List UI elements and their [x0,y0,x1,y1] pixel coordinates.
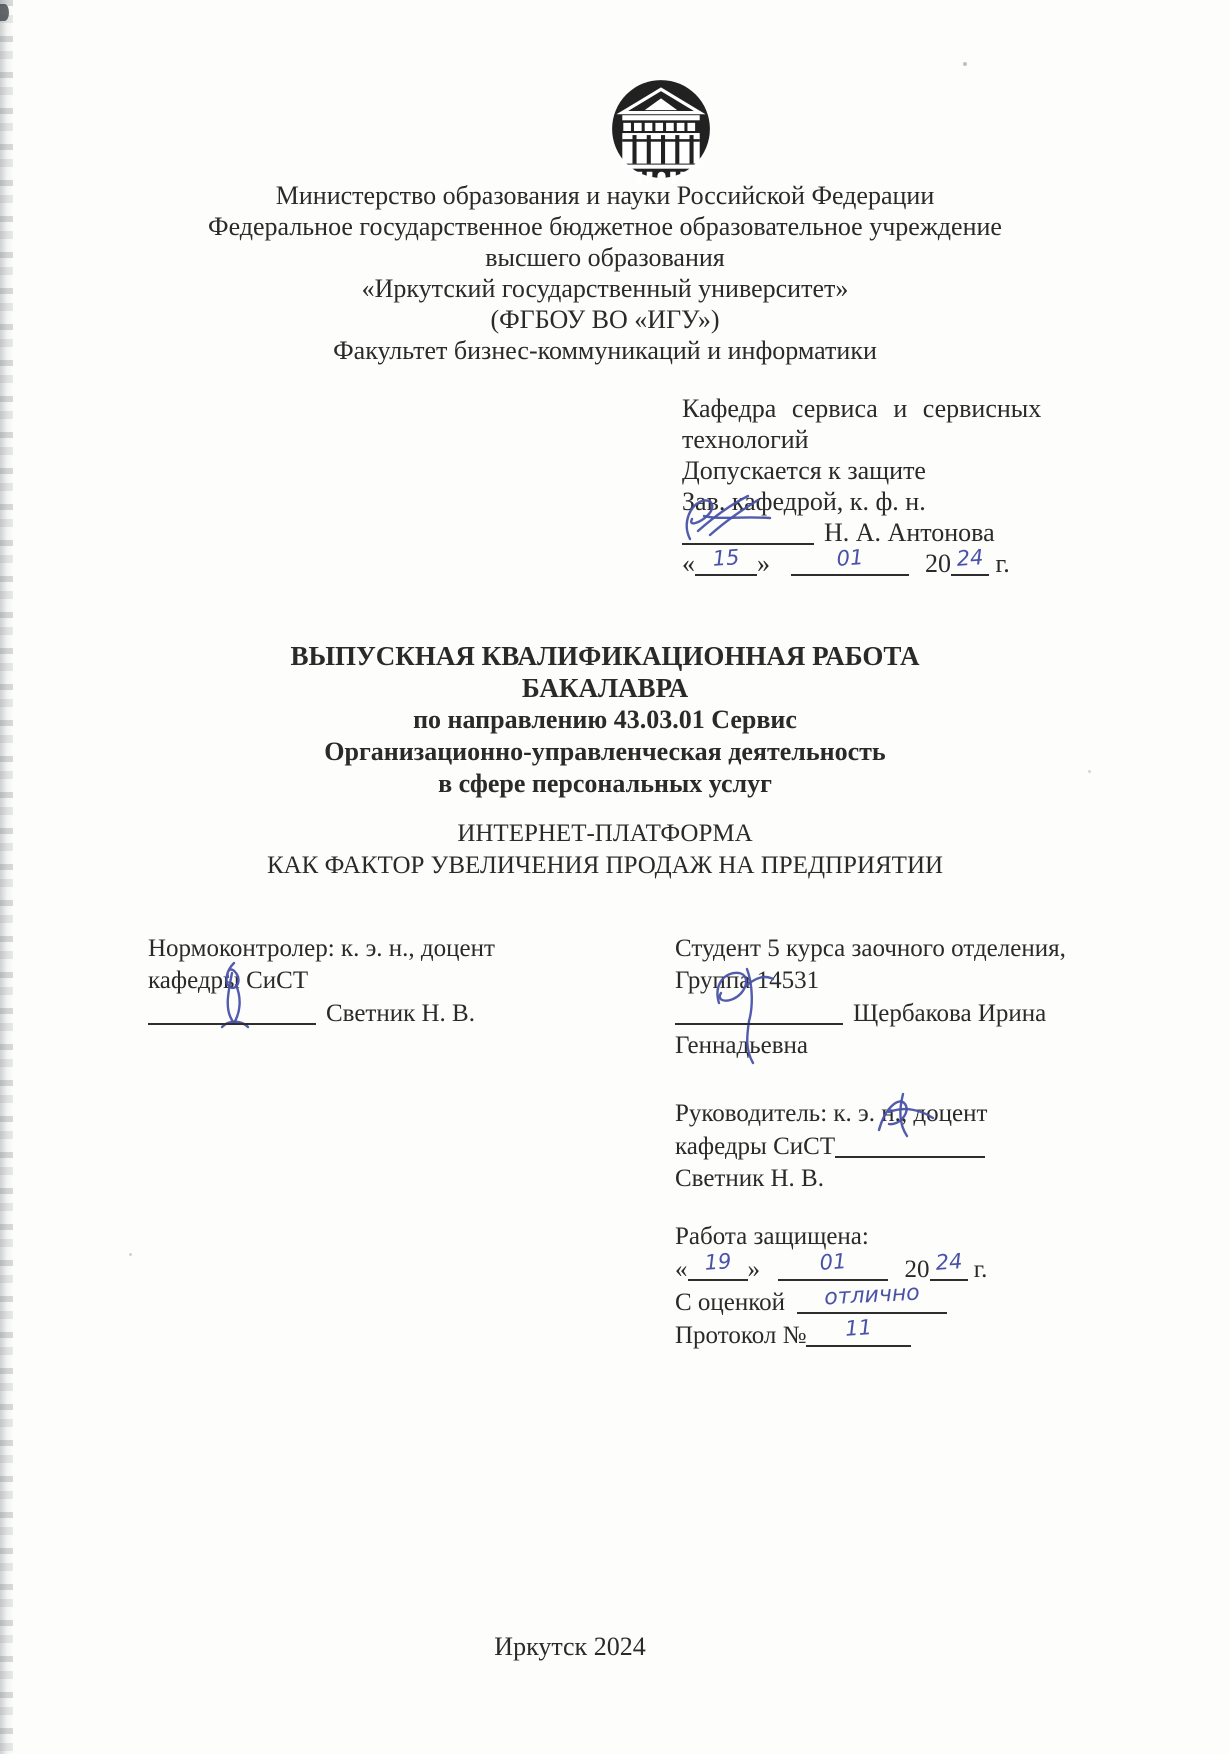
student-signature-row [675,997,1145,1030]
scan-edge-artifact [0,0,13,1754]
handwritten-day: 15 [711,545,741,571]
student-name-line-1: Щербакова Ирина [853,1000,1047,1027]
student-group-line: Группа 14531 [675,967,820,994]
work-profile-line: Организационно-управленческая деятельность [324,737,886,766]
header-line-institution: Федеральное государственное бюджетное образовательное учреждение [208,212,1002,241]
work-type-block [20,640,1190,800]
year-prefix: 20 [925,549,951,578]
work-type-line: БАКАЛАВРА [521,673,689,703]
year-suffix: г. [973,1256,988,1283]
thesis-title [20,818,1190,882]
handwritten-month: 01 [835,545,864,571]
student-name-line-2: Геннадьевна [675,1032,808,1059]
admitted-to-defense-label: Допускается к защите [682,456,926,485]
quote-open: « [682,549,695,578]
protocol-row [675,1315,1145,1352]
work-direction-line: по направлению 43.03.01 Сервис [413,705,797,734]
defense-block [675,1220,1145,1352]
thesis-title-line: ИНТЕРНЕТ-ПЛАТФОРМА [457,820,753,847]
student-block [675,933,1145,1062]
department-head-label: Зав. кафедрой, к. ф. н. [682,487,926,516]
header-line-university: «Иркутский государственный университет» [361,274,849,303]
year-prefix: 20 [904,1256,930,1283]
approval-block [682,393,1082,579]
scan-corner-mark [0,4,9,21]
department-line-1: Кафедра сервиса и сервисных [682,394,1042,423]
grade-line [797,1280,947,1314]
signature-line [148,997,316,1025]
handwritten-year: 24 [955,545,985,571]
defense-heading: Работа защищена: [675,1223,869,1250]
protocol-line [806,1315,911,1347]
normcontrol-line-2: кафедры СиСТ [148,967,309,994]
supervisor-name: Светник Н. В. [675,1165,824,1192]
day-line [695,545,757,576]
approval-date-row [682,545,1082,579]
protocol-label: Протокол № [675,1322,807,1349]
handwritten-day: 19 [703,1249,732,1275]
normcontrol-line-1: Нормоконтролер: к. э. н., доцент [148,935,495,962]
handwritten-month: 01 [819,1249,848,1275]
header-line-ministry: Министерство образования и науки Российской Федерации [275,181,935,210]
student-line-1: Студент 5 курса заочного отделения, [675,935,1066,962]
supervisor-block [675,1098,1145,1195]
work-type-line: ВЫПУСКНАЯ КВАЛИФИКАЦИОННАЯ РАБОТА [290,641,920,671]
handwritten-grade: отлично [823,1280,921,1311]
handwritten-year: 24 [934,1249,963,1275]
header-line-education: высшего образования [485,243,725,272]
supervisor-line-2: кафедры СиСТ [675,1133,836,1160]
signature-line [835,1130,985,1158]
month-line [791,545,909,576]
normcontrol-block [148,933,648,1030]
supervisor-signature-row [675,1130,1145,1163]
quote-close: » [747,1256,760,1283]
year-line [951,545,989,576]
supervisor-line-1: Руководитель: к. э. н., доцент [675,1100,988,1127]
grade-label: С оценкой [675,1289,786,1316]
quote-open: « [675,1256,688,1283]
year-suffix: г. [995,549,1010,578]
university-header [20,180,1190,366]
head-name: Н. А. Антонова [824,518,995,547]
thesis-title-line: КАК ФАКТОР УВЕЛИЧЕНИЯ ПРОДАЖ НА ПРЕДПРИЯТИИ [266,852,944,879]
month-line [778,1249,888,1281]
scan-speck [129,1253,132,1256]
city-year: Иркутск 2024 [494,1632,646,1661]
handwritten-protocol-number: 11 [844,1315,874,1341]
quote-close: » [757,549,770,578]
day-line [688,1249,748,1281]
normcontrol-signature-row [148,997,648,1030]
header-line-faculty: Факультет бизнес-коммуникаций и информатики [333,336,877,365]
university-logo-icon [610,76,712,186]
department-line-2: технологий [682,425,809,454]
work-profile-line: в сфере персональных услуг [438,769,772,798]
scan-speck [963,62,967,66]
header-line-abbreviation: (ФГБОУ ВО «ИГУ») [490,305,720,334]
signature-line [675,997,843,1025]
normcontrol-name: Светник Н. В. [326,1000,475,1027]
